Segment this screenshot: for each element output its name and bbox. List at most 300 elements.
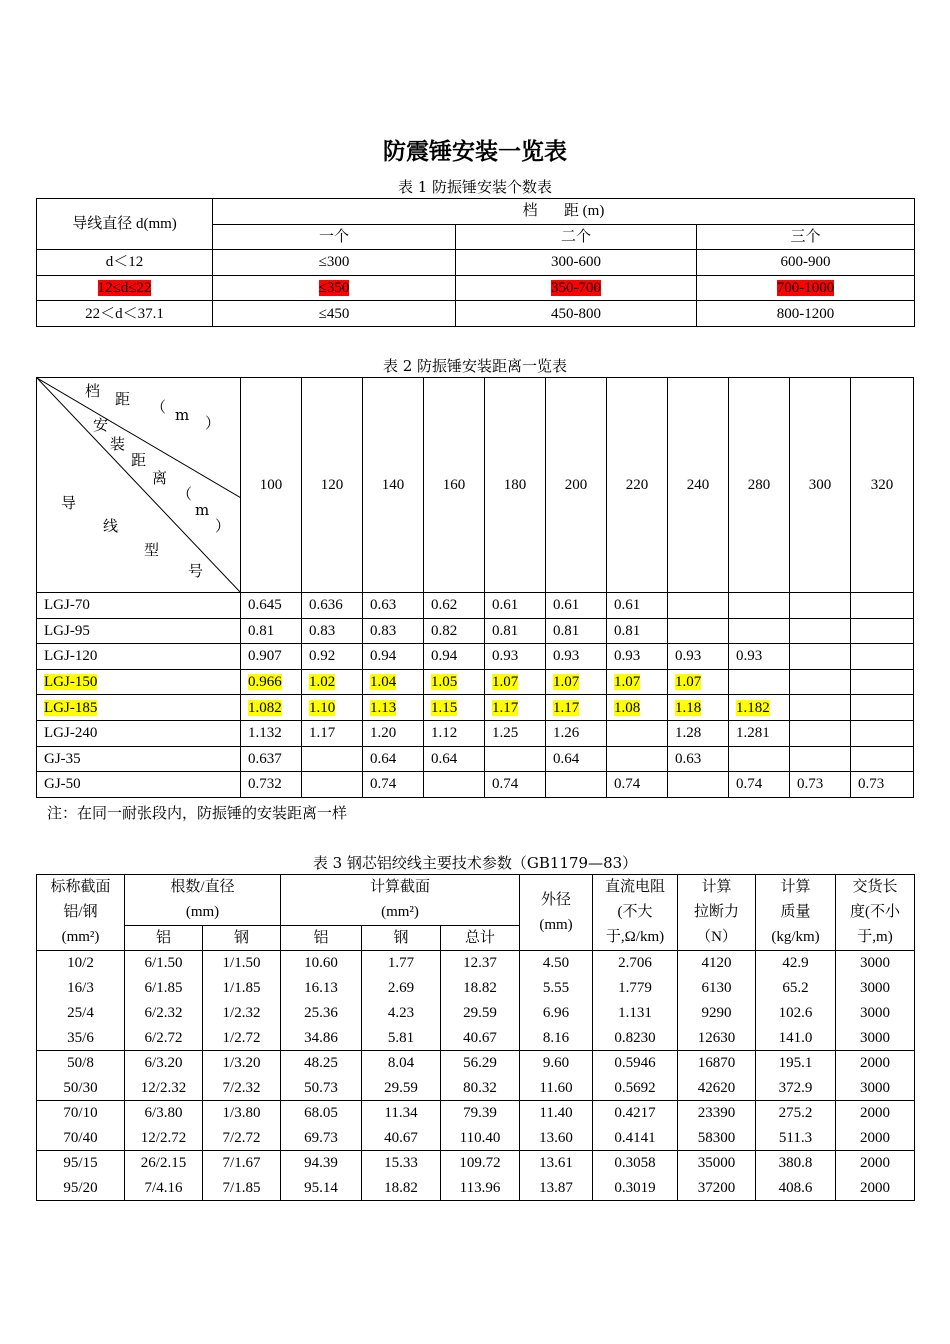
t3-cell: 8.04 bbox=[362, 1051, 441, 1076]
t2-value bbox=[424, 669, 485, 695]
t3-cell: 94.39 bbox=[281, 1151, 362, 1176]
t3-cell: 3000 bbox=[836, 976, 915, 1001]
diag-dist-char: 离 bbox=[152, 469, 168, 487]
t2-value bbox=[790, 746, 851, 772]
t2-value: 1.132 bbox=[241, 720, 302, 746]
t2-row bbox=[37, 772, 914, 798]
t2-highlighted-value: 1.17 bbox=[553, 699, 580, 716]
t3-row bbox=[37, 1126, 915, 1151]
t2-row bbox=[37, 720, 914, 746]
t2-value bbox=[546, 669, 607, 695]
t2-highlighted-value: 0.966 bbox=[248, 674, 282, 691]
t1-cell: ≤450 bbox=[213, 301, 456, 327]
t3-cell: 1/3.20 bbox=[203, 1051, 281, 1076]
t3-cell: 3000 bbox=[836, 951, 915, 976]
t3-header-resistance bbox=[593, 875, 678, 951]
t2-highlighted-value: 1.08 bbox=[614, 699, 641, 716]
t3-cell: 6/3.20 bbox=[125, 1051, 203, 1076]
t2-value bbox=[607, 720, 668, 746]
t2-value bbox=[851, 669, 914, 695]
t3-cell: 70/10 bbox=[37, 1101, 125, 1126]
t2-value bbox=[302, 695, 363, 721]
t2-value: 0.81 bbox=[241, 618, 302, 644]
t1-header-diameter: 导线直径 d(mm) bbox=[37, 199, 213, 250]
t3-header-line: 标称截面 bbox=[50, 879, 111, 895]
t2-span-header: 240 bbox=[668, 378, 729, 593]
table3-acsr-parameters bbox=[36, 874, 915, 1201]
t2-value bbox=[729, 746, 790, 772]
t2-value: 0.74 bbox=[729, 772, 790, 798]
t3-cell: 408.6 bbox=[756, 1176, 836, 1201]
t3-cell: 11.60 bbox=[520, 1076, 593, 1101]
t3-sub-al: 铝 bbox=[125, 926, 203, 951]
t2-span-header: 160 bbox=[424, 378, 485, 593]
t1-row bbox=[37, 301, 915, 327]
t2-value: 1.12 bbox=[424, 720, 485, 746]
t3-sub-area-al: 铝 bbox=[281, 926, 362, 951]
t2-value bbox=[485, 695, 546, 721]
t2-value bbox=[546, 695, 607, 721]
t3-cell: 56.29 bbox=[441, 1051, 520, 1076]
t2-value: 0.636 bbox=[302, 593, 363, 619]
t2-value: 1.20 bbox=[363, 720, 424, 746]
t2-value: 0.61 bbox=[607, 593, 668, 619]
t2-value: 0.62 bbox=[424, 593, 485, 619]
t2-wire-model bbox=[37, 695, 241, 721]
t3-cell: 2000 bbox=[836, 1051, 915, 1076]
t2-wire-model: LGJ-240 bbox=[37, 720, 241, 746]
table2-note: 注：在同一耐张段内，防振锤的安装距离一样 bbox=[47, 804, 348, 822]
t2-value bbox=[790, 720, 851, 746]
t2-highlighted-value: 1.082 bbox=[248, 699, 282, 716]
t3-cell: 6.96 bbox=[520, 1001, 593, 1026]
t2-value: 0.81 bbox=[607, 618, 668, 644]
t3-cell: 7/4.16 bbox=[125, 1176, 203, 1201]
t3-cell: 40.67 bbox=[441, 1026, 520, 1051]
diag-span-char: （ bbox=[151, 398, 167, 416]
t1-cell: 22＜d＜37.1 bbox=[37, 301, 213, 327]
t3-cell: 7/2.32 bbox=[203, 1076, 281, 1101]
t2-value bbox=[302, 669, 363, 695]
t3-cell: 10.60 bbox=[281, 951, 362, 976]
t2-value bbox=[790, 593, 851, 619]
t2-value bbox=[668, 593, 729, 619]
t1-subheader-two: 二个 bbox=[456, 224, 697, 250]
t3-header-line: 质量 bbox=[780, 904, 811, 920]
t2-value: 0.81 bbox=[546, 618, 607, 644]
t2-highlighted-value: 1.04 bbox=[370, 674, 397, 691]
t2-wire-model: LGJ-95 bbox=[37, 618, 241, 644]
t3-cell: 34.86 bbox=[281, 1026, 362, 1051]
t3-cell: 6/3.80 bbox=[125, 1101, 203, 1126]
t2-value: 1.25 bbox=[485, 720, 546, 746]
t3-cell: 48.25 bbox=[281, 1051, 362, 1076]
t3-cell: 0.3058 bbox=[593, 1151, 678, 1176]
t2-value: 0.93 bbox=[729, 644, 790, 670]
t2-value bbox=[241, 695, 302, 721]
t3-cell: 6130 bbox=[678, 976, 756, 1001]
t2-highlighted-value: 1.13 bbox=[370, 699, 397, 716]
t3-cell: 4120 bbox=[678, 951, 756, 976]
t2-value bbox=[363, 695, 424, 721]
t3-row bbox=[37, 951, 915, 976]
t3-header-line: 根数/直径 bbox=[170, 879, 235, 895]
t1-cell: d＜12 bbox=[37, 250, 213, 276]
t3-cell: 5.55 bbox=[520, 976, 593, 1001]
t3-header-line: 拉断力 bbox=[694, 904, 740, 920]
diag-span-char: ） bbox=[205, 414, 221, 432]
t1-cell: ≤300 bbox=[213, 250, 456, 276]
t1-cell: 600-900 bbox=[697, 250, 915, 276]
t3-cell: 68.05 bbox=[281, 1101, 362, 1126]
t3-cell: 3000 bbox=[836, 1076, 915, 1101]
t3-cell: 12/2.72 bbox=[125, 1126, 203, 1151]
t2-value bbox=[851, 593, 914, 619]
t3-header-line: 直流电阻 bbox=[605, 879, 666, 895]
t2-value: 0.94 bbox=[424, 644, 485, 670]
t2-highlighted-value: LGJ-150 bbox=[44, 674, 98, 691]
t3-header-line: (mm) bbox=[539, 916, 573, 933]
t3-cell: 35/6 bbox=[37, 1026, 125, 1051]
t3-cell: 1/2.72 bbox=[203, 1026, 281, 1051]
t2-value bbox=[607, 746, 668, 772]
t3-header-area bbox=[281, 875, 520, 926]
t2-row bbox=[37, 695, 914, 721]
t2-value bbox=[729, 618, 790, 644]
t2-value: 0.93 bbox=[668, 644, 729, 670]
t3-header-line: 计算 bbox=[780, 879, 811, 895]
t2-highlighted-value: 1.05 bbox=[431, 674, 458, 691]
t3-cell: 11.34 bbox=[362, 1101, 441, 1126]
t2-value bbox=[668, 669, 729, 695]
t3-cell: 42620 bbox=[678, 1076, 756, 1101]
t2-highlighted-value: 1.07 bbox=[614, 674, 641, 691]
t3-cell: 50.73 bbox=[281, 1076, 362, 1101]
t3-cell: 23390 bbox=[678, 1101, 756, 1126]
t2-highlighted-value: 1.17 bbox=[492, 699, 519, 716]
t2-highlighted-value: 1.07 bbox=[492, 674, 519, 691]
t2-value: 0.74 bbox=[607, 772, 668, 798]
t3-header-line: 于,m) bbox=[857, 929, 893, 945]
t3-cell: 511.3 bbox=[756, 1126, 836, 1151]
t2-value: 0.93 bbox=[546, 644, 607, 670]
t2-value bbox=[729, 593, 790, 619]
t3-cell: 8.16 bbox=[520, 1026, 593, 1051]
t3-cell: 50/8 bbox=[37, 1051, 125, 1076]
diag-dist-char: ） bbox=[215, 517, 231, 535]
t2-value: 0.61 bbox=[485, 593, 546, 619]
t2-value bbox=[790, 618, 851, 644]
t2-wire-model: GJ-35 bbox=[37, 746, 241, 772]
t2-value: 0.74 bbox=[485, 772, 546, 798]
t2-value: 0.74 bbox=[363, 772, 424, 798]
diag-dist-char: 装 bbox=[110, 435, 126, 453]
t2-highlighted-value: 1.07 bbox=[675, 674, 702, 691]
t2-span-header: 200 bbox=[546, 378, 607, 593]
t2-value: 0.64 bbox=[546, 746, 607, 772]
t2-value: 0.64 bbox=[424, 746, 485, 772]
t3-cell: 12/2.32 bbox=[125, 1076, 203, 1101]
t2-value: 0.637 bbox=[241, 746, 302, 772]
diag-span-char: 距 bbox=[115, 390, 131, 408]
t3-header-line: (mm) bbox=[185, 904, 220, 920]
t2-span-header: 120 bbox=[302, 378, 363, 593]
t2-span-header: 140 bbox=[363, 378, 424, 593]
t3-cell: 16.13 bbox=[281, 976, 362, 1001]
t2-value bbox=[302, 746, 363, 772]
t2-value: 0.92 bbox=[302, 644, 363, 670]
t3-header-line: 计算截面 bbox=[370, 879, 431, 895]
t3-cell: 12630 bbox=[678, 1026, 756, 1051]
t1-row bbox=[37, 250, 915, 276]
t2-highlighted-value: LGJ-185 bbox=[44, 699, 98, 716]
t3-cell: 372.9 bbox=[756, 1076, 836, 1101]
t1-highlighted-value: ≤350 bbox=[318, 280, 350, 297]
t3-cell: 12.37 bbox=[441, 951, 520, 976]
t3-cell: 1/1.85 bbox=[203, 976, 281, 1001]
t3-cell: 11.40 bbox=[520, 1101, 593, 1126]
t3-cell: 26/2.15 bbox=[125, 1151, 203, 1176]
t3-cell: 113.96 bbox=[441, 1176, 520, 1201]
t3-cell: 65.2 bbox=[756, 976, 836, 1001]
t3-cell: 13.87 bbox=[520, 1176, 593, 1201]
t3-cell: 7/1.85 bbox=[203, 1176, 281, 1201]
diag-span-char: m bbox=[175, 406, 190, 424]
t2-value bbox=[241, 669, 302, 695]
t3-cell: 37200 bbox=[678, 1176, 756, 1201]
t3-header-line: (不大 bbox=[617, 904, 653, 920]
t3-cell: 95/15 bbox=[37, 1151, 125, 1176]
t2-highlighted-value: 1.10 bbox=[309, 699, 336, 716]
t2-row bbox=[37, 644, 914, 670]
t3-cell: 95.14 bbox=[281, 1176, 362, 1201]
t3-cell: 29.59 bbox=[441, 1001, 520, 1026]
t2-highlighted-value: 1.15 bbox=[431, 699, 458, 716]
t3-cell: 29.59 bbox=[362, 1076, 441, 1101]
t2-value: 0.61 bbox=[546, 593, 607, 619]
t3-cell: 16870 bbox=[678, 1051, 756, 1076]
t2-value: 0.73 bbox=[790, 772, 851, 798]
t2-value bbox=[851, 618, 914, 644]
t3-cell: 102.6 bbox=[756, 1001, 836, 1026]
t3-cell: 4.23 bbox=[362, 1001, 441, 1026]
t2-highlighted-value: 1.182 bbox=[736, 699, 770, 716]
t3-cell: 6/1.85 bbox=[125, 976, 203, 1001]
t2-value bbox=[790, 669, 851, 695]
t2-value: 0.63 bbox=[668, 746, 729, 772]
t3-cell: 0.5946 bbox=[593, 1051, 678, 1076]
diag-dist-char: （ bbox=[177, 485, 193, 503]
t2-diagonal-header bbox=[37, 378, 241, 593]
t3-header-line: (mm²) bbox=[61, 929, 100, 945]
t3-cell: 35000 bbox=[678, 1151, 756, 1176]
t2-value: 0.93 bbox=[607, 644, 668, 670]
t3-cell: 141.0 bbox=[756, 1026, 836, 1051]
t2-row bbox=[37, 593, 914, 619]
t2-value bbox=[485, 746, 546, 772]
t3-cell: 25/4 bbox=[37, 1001, 125, 1026]
t2-value: 1.26 bbox=[546, 720, 607, 746]
t1-subheader-one: 一个 bbox=[213, 224, 456, 250]
t2-highlighted-value: 1.02 bbox=[309, 674, 336, 691]
t3-cell: 69.73 bbox=[281, 1126, 362, 1151]
t2-value bbox=[424, 772, 485, 798]
t3-header-line: 外径 bbox=[541, 891, 572, 908]
t2-span-header: 280 bbox=[729, 378, 790, 593]
t2-highlighted-value: 1.07 bbox=[553, 674, 580, 691]
diag-wire-char: 型 bbox=[144, 541, 160, 559]
diag-wire-char: 线 bbox=[103, 517, 119, 535]
diag-wire-char: 号 bbox=[188, 562, 204, 580]
t3-row bbox=[37, 1051, 915, 1076]
table1-damper-count bbox=[36, 198, 915, 327]
t3-cell: 380.8 bbox=[756, 1151, 836, 1176]
t3-header-od bbox=[520, 875, 593, 951]
t1-cell: 800-1200 bbox=[697, 301, 915, 327]
t3-cell: 18.82 bbox=[362, 1176, 441, 1201]
t3-cell: 195.1 bbox=[756, 1051, 836, 1076]
t2-value bbox=[851, 720, 914, 746]
t1-header-span: 档 距 (m) bbox=[213, 199, 915, 225]
t2-value bbox=[790, 644, 851, 670]
t2-value: 0.732 bbox=[241, 772, 302, 798]
t3-header-line: 交货长 bbox=[852, 879, 898, 895]
t2-value bbox=[363, 669, 424, 695]
t3-cell: 1.779 bbox=[593, 976, 678, 1001]
t3-row bbox=[37, 976, 915, 1001]
t3-cell: 79.39 bbox=[441, 1101, 520, 1126]
t1-highlighted-value: 350-700 bbox=[551, 280, 601, 297]
t3-cell: 16/3 bbox=[37, 976, 125, 1001]
t2-value bbox=[851, 746, 914, 772]
t2-value bbox=[729, 695, 790, 721]
t2-value bbox=[546, 772, 607, 798]
t3-header-line: (mm²) bbox=[381, 904, 419, 920]
t3-cell: 40.67 bbox=[362, 1126, 441, 1151]
t2-value bbox=[851, 644, 914, 670]
t3-cell: 10/2 bbox=[37, 951, 125, 976]
t3-header-line: （N） bbox=[696, 929, 737, 945]
t3-header-line: 于,Ω/km) bbox=[605, 929, 665, 945]
t3-cell: 95/20 bbox=[37, 1176, 125, 1201]
t3-cell: 2000 bbox=[836, 1151, 915, 1176]
t3-cell: 13.60 bbox=[520, 1126, 593, 1151]
t3-header-length bbox=[836, 875, 915, 951]
t3-cell: 1.131 bbox=[593, 1001, 678, 1026]
t3-sub-steel: 钢 bbox=[203, 926, 281, 951]
t2-value bbox=[485, 669, 546, 695]
t3-header-line: 铝/钢 bbox=[63, 904, 98, 920]
diag-span-char: 档 bbox=[85, 382, 101, 400]
t2-value bbox=[607, 669, 668, 695]
t2-value bbox=[729, 669, 790, 695]
t2-value bbox=[668, 618, 729, 644]
t3-cell: 2.69 bbox=[362, 976, 441, 1001]
t2-wire-model: LGJ-70 bbox=[37, 593, 241, 619]
t1-cell bbox=[37, 275, 213, 301]
t2-value: 0.94 bbox=[363, 644, 424, 670]
t3-header-section bbox=[37, 875, 125, 951]
t2-value: 0.93 bbox=[485, 644, 546, 670]
t3-cell: 1.77 bbox=[362, 951, 441, 976]
t3-cell: 0.4141 bbox=[593, 1126, 678, 1151]
t3-cell: 7/1.67 bbox=[203, 1151, 281, 1176]
t2-value bbox=[668, 695, 729, 721]
t3-row bbox=[37, 1101, 915, 1126]
t3-cell: 0.4217 bbox=[593, 1101, 678, 1126]
t3-cell: 4.50 bbox=[520, 951, 593, 976]
t2-highlighted-value: 1.18 bbox=[675, 699, 702, 716]
table3-caption: 表 3 钢芯铝绞线主要技术参数（GB1179—83） bbox=[312, 854, 638, 872]
t2-value bbox=[607, 695, 668, 721]
t3-header-line: 计算 bbox=[701, 879, 732, 895]
t3-row bbox=[37, 1076, 915, 1101]
t3-cell: 9290 bbox=[678, 1001, 756, 1026]
t2-value: 1.281 bbox=[729, 720, 790, 746]
t2-value bbox=[790, 695, 851, 721]
t3-header-strength bbox=[678, 875, 756, 951]
t3-cell: 2.706 bbox=[593, 951, 678, 976]
t3-header-mass bbox=[756, 875, 836, 951]
t3-cell: 6/1.50 bbox=[125, 951, 203, 976]
t3-cell: 1/1.50 bbox=[203, 951, 281, 976]
t2-value: 0.83 bbox=[302, 618, 363, 644]
t2-span-header: 300 bbox=[790, 378, 851, 593]
t3-cell: 110.40 bbox=[441, 1126, 520, 1151]
t1-highlighted-value: 700-1000 bbox=[776, 280, 835, 297]
t2-row bbox=[37, 669, 914, 695]
t3-cell: 275.2 bbox=[756, 1101, 836, 1126]
t3-cell: 50/30 bbox=[37, 1076, 125, 1101]
t1-cell: 450-800 bbox=[456, 301, 697, 327]
t3-cell: 13.61 bbox=[520, 1151, 593, 1176]
t3-cell: 80.32 bbox=[441, 1076, 520, 1101]
table2-damper-distance bbox=[36, 377, 914, 798]
t2-value: 0.83 bbox=[363, 618, 424, 644]
t3-cell: 3000 bbox=[836, 1001, 915, 1026]
diag-wire-char: 导 bbox=[61, 494, 77, 512]
t3-row bbox=[37, 1176, 915, 1201]
t3-cell: 0.8230 bbox=[593, 1026, 678, 1051]
t2-value bbox=[851, 695, 914, 721]
t2-value bbox=[424, 695, 485, 721]
t3-cell: 18.82 bbox=[441, 976, 520, 1001]
t3-cell: 1/3.80 bbox=[203, 1101, 281, 1126]
t3-sub-area-steel: 钢 bbox=[362, 926, 441, 951]
t2-value: 0.81 bbox=[485, 618, 546, 644]
t2-span-header: 180 bbox=[485, 378, 546, 593]
t1-cell bbox=[456, 275, 697, 301]
t1-cell bbox=[697, 275, 915, 301]
t3-header-line: (kg/km) bbox=[771, 929, 820, 945]
table1-caption: 表 1 防振锤安装个数表 bbox=[397, 178, 553, 196]
page-title: 防震锤安装一览表 bbox=[383, 138, 567, 165]
t3-cell: 9.60 bbox=[520, 1051, 593, 1076]
t2-value: 0.64 bbox=[363, 746, 424, 772]
t3-cell: 25.36 bbox=[281, 1001, 362, 1026]
t2-span-header: 100 bbox=[241, 378, 302, 593]
table2-caption: 表 2 防振锤安装距离一览表 bbox=[382, 357, 568, 375]
t3-cell: 6/2.72 bbox=[125, 1026, 203, 1051]
diagonal-lines bbox=[37, 378, 241, 593]
t3-header-line: 度(不小 bbox=[850, 904, 901, 920]
t2-row bbox=[37, 618, 914, 644]
t3-cell: 2000 bbox=[836, 1126, 915, 1151]
diag-dist-char: 距 bbox=[131, 451, 147, 469]
t2-wire-model: GJ-50 bbox=[37, 772, 241, 798]
t2-value: 1.17 bbox=[302, 720, 363, 746]
t3-cell: 109.72 bbox=[441, 1151, 520, 1176]
